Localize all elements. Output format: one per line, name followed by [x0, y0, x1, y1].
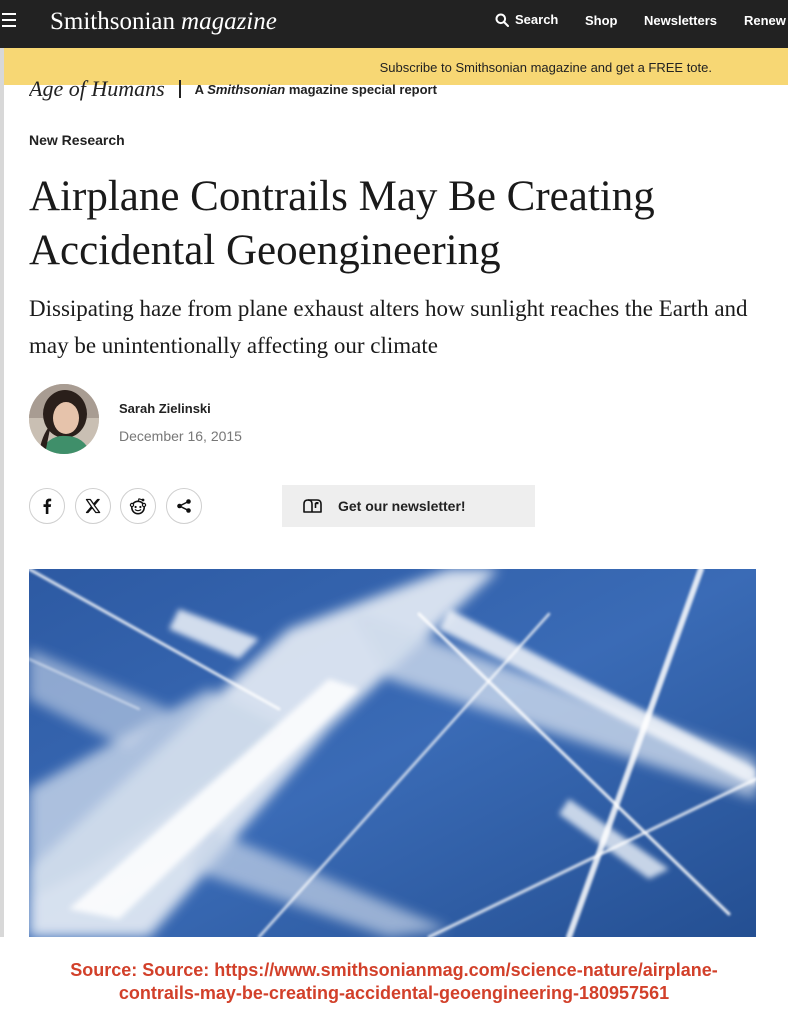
series-desc-prefix: A	[194, 81, 204, 97]
source-line-2: contrails-may-be-creating-accidental-geoengineering-180957561	[118, 983, 670, 1003]
article-dek: Dissipating haze from plane exhaust alters how sunlight reaches the Earth and may be unintentionally affecting our climate	[29, 296, 748, 358]
share-x-button[interactable]	[75, 488, 111, 524]
nav-newsletters-link[interactable]: Newsletters	[644, 13, 717, 28]
share-icon	[176, 498, 192, 514]
x-icon	[85, 498, 101, 514]
series-desc-brand: Smithsonian	[207, 81, 286, 97]
nav-renew-link[interactable]: Renew	[744, 13, 786, 28]
newsletter-label: Get our newsletter!	[338, 498, 466, 514]
search-icon	[495, 13, 509, 27]
share-facebook-button[interactable]	[29, 488, 65, 524]
author-name[interactable]: Sarah Zielinski	[119, 401, 211, 416]
reddit-icon	[128, 496, 148, 516]
search-label: Search	[515, 12, 559, 27]
facebook-icon	[38, 497, 56, 515]
source-line-1: Source: Source: https://www.smithsonianmag.com/science-nature/airplane-	[70, 960, 718, 980]
series-header	[29, 76, 437, 102]
newsletter-signup-button[interactable]	[282, 485, 535, 527]
top-nav	[0, 0, 788, 48]
left-edge	[0, 0, 4, 940]
brand-name: Smithsonian	[50, 8, 176, 35]
promo-text: Subscribe to Smithsonian magazine and get a FREE tote.	[379, 60, 712, 75]
series-description	[195, 82, 437, 97]
series-divider	[179, 80, 181, 98]
series-name[interactable]: Age of Humans	[29, 76, 165, 101]
menu-icon[interactable]	[2, 13, 16, 27]
search-button[interactable]	[495, 12, 558, 27]
author-avatar[interactable]	[29, 384, 99, 454]
brand-logo[interactable]	[50, 8, 277, 36]
article-kicker[interactable]: New Research	[29, 132, 125, 148]
nav-shop-link[interactable]: Shop	[585, 13, 618, 28]
brand-suffix: magazine	[181, 8, 277, 35]
contrails-photo	[29, 569, 756, 937]
mailbox-icon	[302, 498, 324, 514]
series-desc-suffix: magazine special report	[288, 81, 437, 97]
share-reddit-button[interactable]	[120, 488, 156, 524]
article-headline: Airplane Contrails May Be Creating Accidental Geoengineering	[29, 173, 655, 274]
publish-date: December 16, 2015	[119, 428, 242, 444]
share-more-button[interactable]	[166, 488, 202, 524]
source-caption	[0, 937, 788, 1024]
hero-image	[29, 569, 756, 937]
